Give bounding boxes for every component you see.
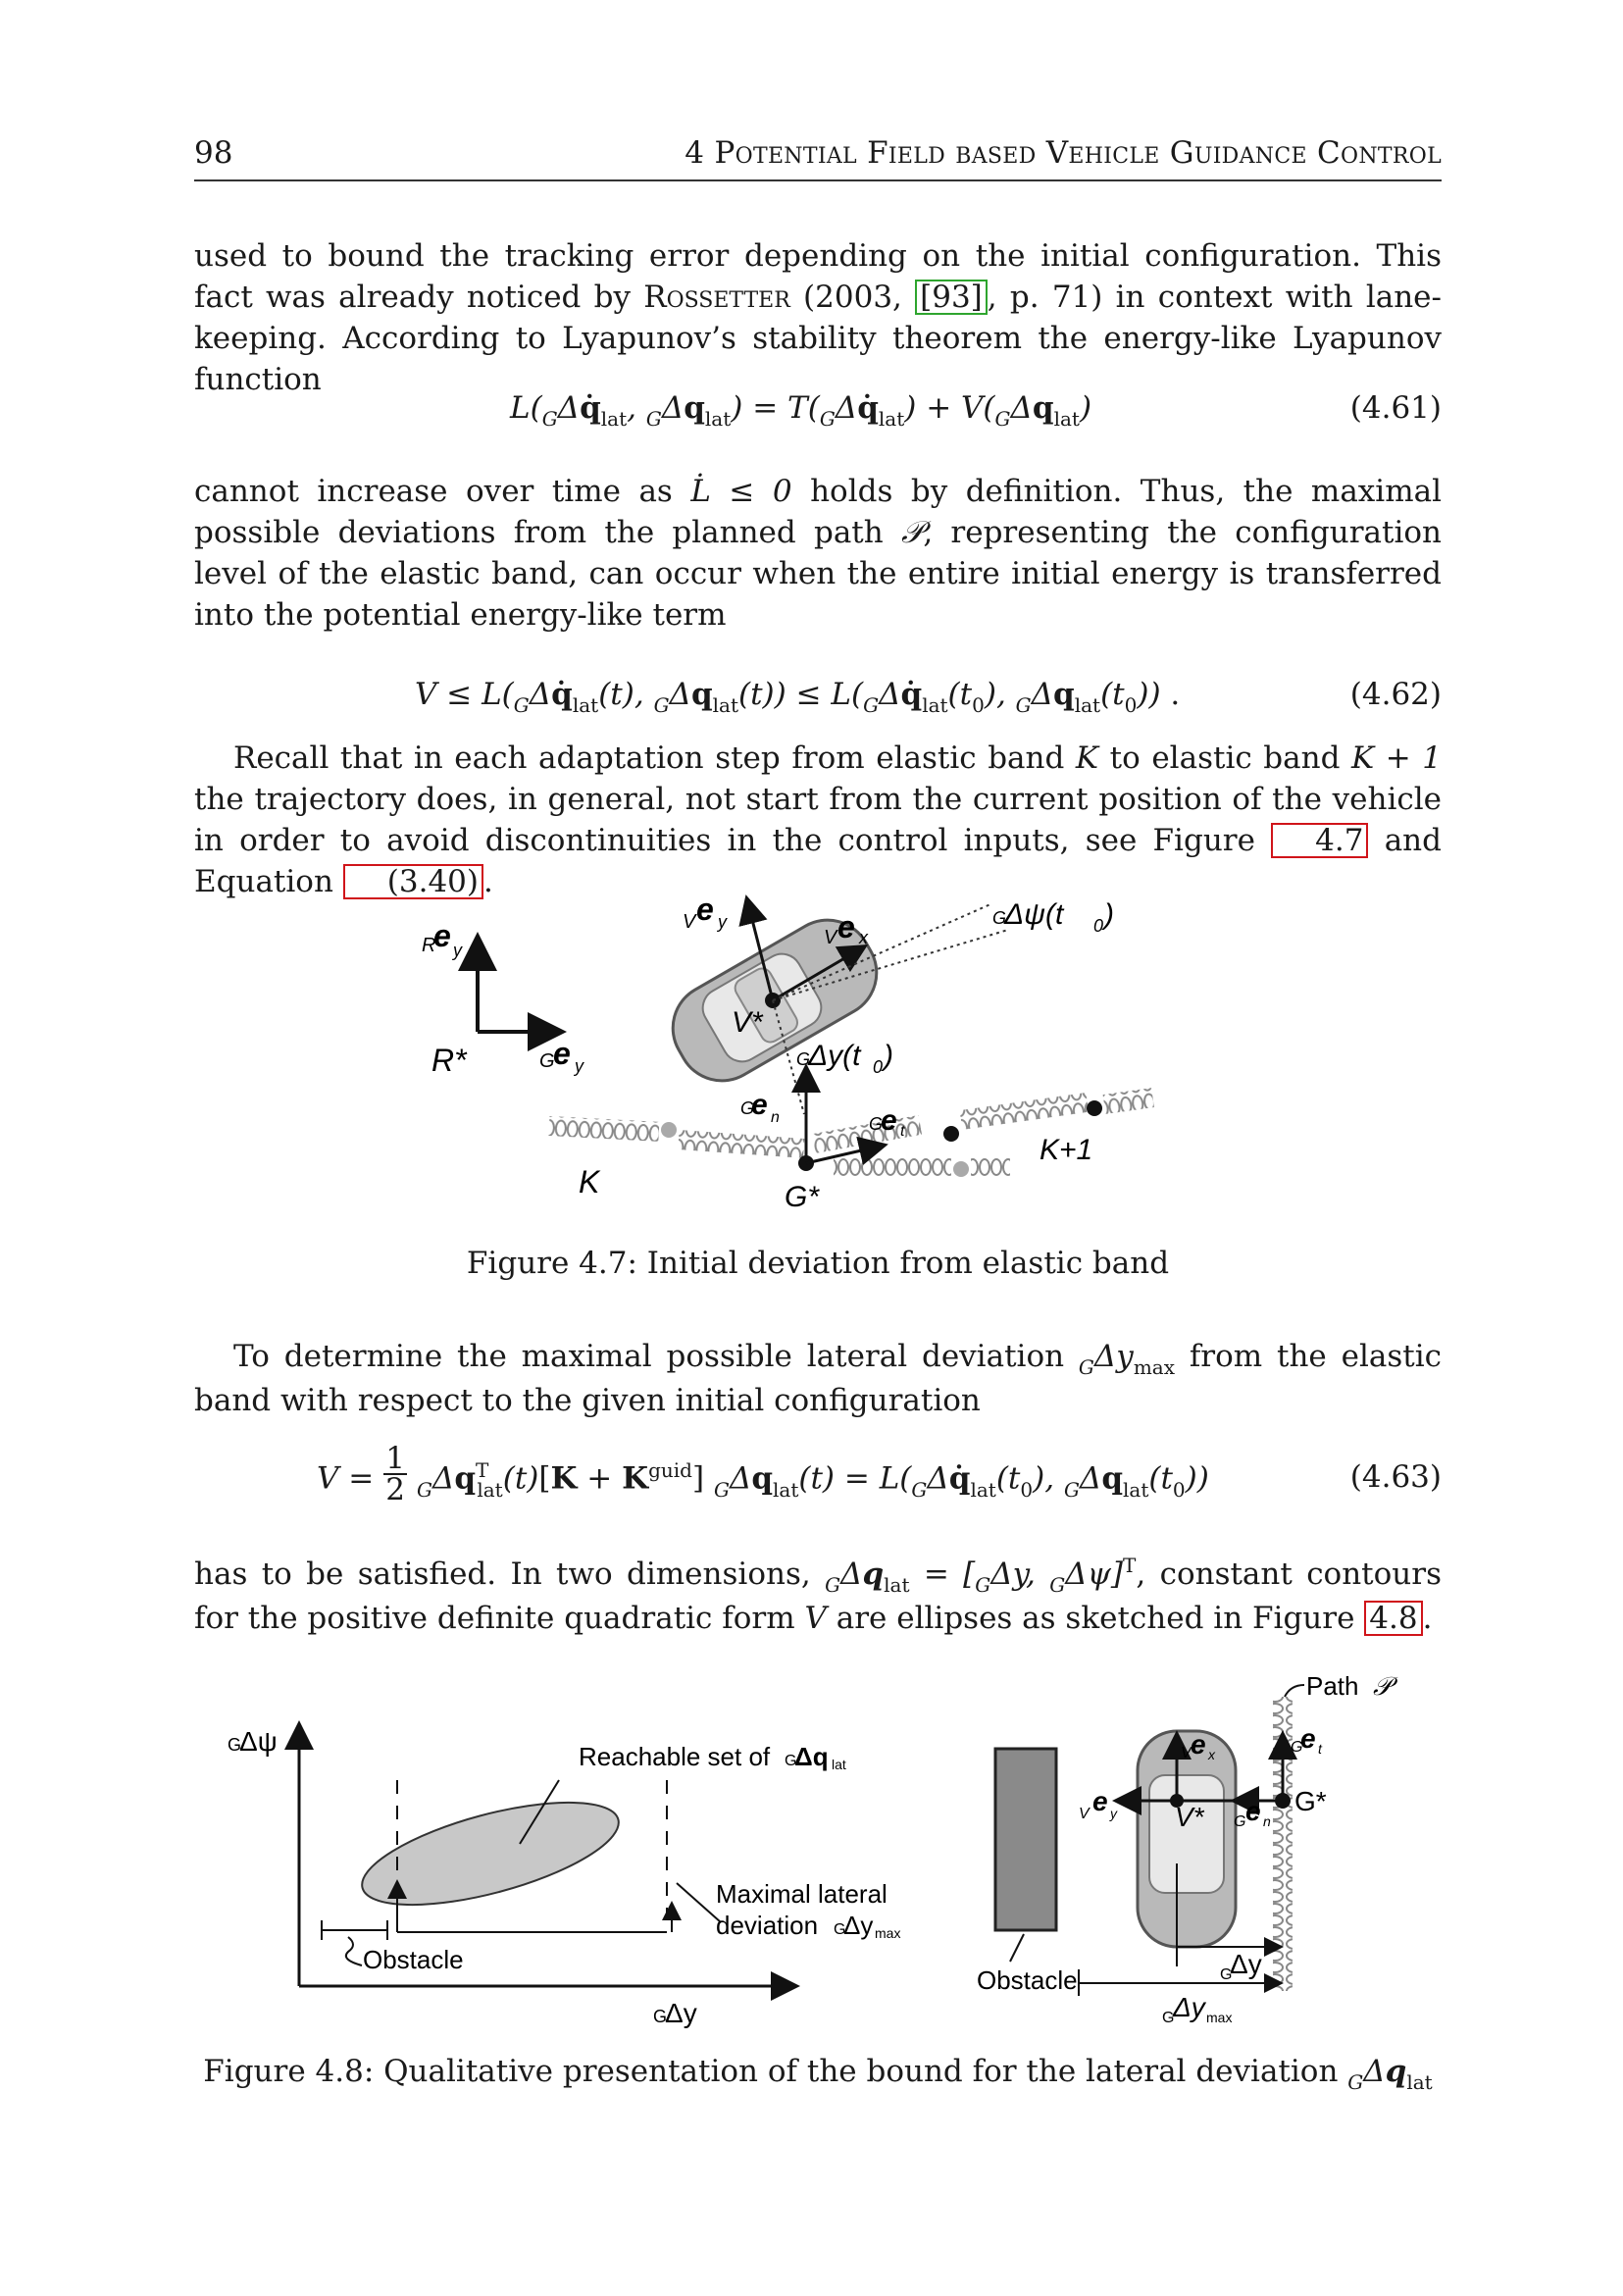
label: G bbox=[1234, 1813, 1246, 1830]
reachable-set-diagram bbox=[228, 1726, 900, 2028]
label: x bbox=[859, 928, 868, 947]
label: e bbox=[433, 918, 451, 953]
paragraph-5 bbox=[194, 1554, 1442, 1639]
text: . bbox=[483, 864, 493, 899]
label: t bbox=[900, 1123, 905, 1140]
text: and Equation bbox=[194, 823, 1442, 899]
label: e bbox=[881, 1104, 897, 1137]
label: G bbox=[992, 908, 1007, 928]
inline-math: K bbox=[1075, 740, 1099, 776]
figure-link[interactable]: 4.7 bbox=[1271, 823, 1368, 858]
label: G* bbox=[1294, 1786, 1327, 1816]
label: Δy bbox=[1173, 1992, 1205, 2022]
label: G bbox=[1162, 2010, 1175, 2026]
label: t bbox=[1318, 1741, 1322, 1757]
equation-4-61 bbox=[194, 390, 1442, 439]
text: . bbox=[1422, 1601, 1433, 1636]
text: , constant contours for the positive definite quadratic form bbox=[194, 1556, 1442, 1636]
label: G bbox=[869, 1114, 884, 1134]
label: Δy bbox=[843, 1911, 874, 1940]
label: Maximal lateral bbox=[716, 1879, 888, 1909]
figure-link[interactable]: 4.8 bbox=[1364, 1601, 1422, 1636]
figure-4-8-caption bbox=[194, 2054, 1442, 2094]
label: deviation bbox=[716, 1911, 819, 1940]
inline-math: 𝒫 bbox=[900, 515, 924, 550]
vehicle-path-diagram bbox=[977, 1671, 1398, 2026]
label: V* bbox=[1175, 1802, 1204, 1832]
text: Recall that in each adaptation step from elastic band bbox=[233, 740, 1076, 776]
label: V* bbox=[732, 1006, 763, 1039]
inline-math: $_G\Delta q_{lat}$ bbox=[1347, 2054, 1433, 2094]
label: e bbox=[1191, 1729, 1206, 1760]
label: K bbox=[579, 1164, 600, 1199]
author-name: Rossetter bbox=[643, 280, 790, 315]
label: G bbox=[1220, 1966, 1233, 1983]
equation-4-63 bbox=[194, 1441, 1442, 1518]
label: y bbox=[718, 912, 727, 932]
label: G bbox=[834, 1921, 846, 1938]
text: , representing the configuration level of the elastic band, can occur when the entire initial energy is transferred into the potential energy-like term bbox=[194, 515, 1442, 633]
text: (2003, bbox=[789, 280, 916, 315]
figure-4-8 bbox=[226, 1667, 1422, 2030]
label: G* bbox=[785, 1181, 820, 1213]
paragraph-2 bbox=[194, 471, 1442, 636]
label: n bbox=[771, 1109, 780, 1126]
inline-math: V bbox=[804, 1601, 827, 1636]
equation-4-62 bbox=[194, 677, 1442, 726]
obstacle-block bbox=[995, 1749, 1056, 1930]
page-number: 98 bbox=[194, 135, 233, 171]
figure-4-7 bbox=[402, 883, 1206, 1236]
running-title: 4 Potential Field based Vehicle Guidance Control bbox=[685, 135, 1442, 171]
label: e bbox=[751, 1089, 768, 1121]
label: y bbox=[1110, 1806, 1117, 1821]
label: e bbox=[553, 1036, 571, 1071]
caption-text: Figure 4.8: Qualitative presentation of the bound for the lateral deviation bbox=[203, 2054, 1348, 2089]
label: V bbox=[1181, 1745, 1192, 1761]
label: 0 bbox=[873, 1057, 884, 1077]
label: Δψ(t bbox=[1004, 898, 1064, 931]
label: lat bbox=[832, 1757, 846, 1772]
label: max bbox=[875, 1925, 901, 1941]
equation-expression: $V \le L(_G\Delta q̇_{lat}(t)$, $_G\Delta q_{lat}(t)$) ≤ $L(_G\Delta q̇_{lat}(t_0)$, $_G\Delta q_{lat}(t_0)$) . bbox=[415, 677, 1181, 717]
equation-expression: V = 1 2 $_G\Delta q^T_{lat}(t)[K + K^{guid}] _G\Delta q_{lat}(t)$ = $L(_G\Delta q̇_{lat}(t_0)$, $_G\Delta q_{lat}(t_0)$) bbox=[317, 1441, 1209, 1507]
figure-4-7-caption: Figure 4.7: Initial deviation from elastic band bbox=[466, 1246, 1170, 1281]
text: are ellipses as sketched in Figure bbox=[826, 1601, 1365, 1636]
inline-math: $_G\Delta q_{lat} = [_G\Delta y$, $_G$Δψ]$^T$ bbox=[825, 1554, 1137, 1597]
label: Obstacle bbox=[977, 1965, 1078, 1995]
label: R bbox=[422, 935, 436, 956]
label: V bbox=[683, 911, 696, 933]
label: e bbox=[837, 909, 855, 944]
label: G bbox=[228, 1735, 242, 1755]
header-rule bbox=[194, 179, 1442, 181]
citation-link[interactable]: [93] bbox=[915, 280, 988, 315]
label: Obstacle bbox=[363, 1945, 464, 1974]
text: from the elastic band with respect to the given initial configuration bbox=[194, 1339, 1442, 1418]
paragraph-1 bbox=[194, 235, 1442, 400]
label: Δq bbox=[794, 1742, 829, 1771]
text: cannot increase over time as bbox=[194, 474, 691, 509]
label: e bbox=[1245, 1796, 1261, 1826]
label: 𝒫 bbox=[1373, 1671, 1392, 1701]
equation-number: (4.61) bbox=[1349, 390, 1442, 426]
label: G bbox=[653, 2007, 668, 2026]
text: holds by definition. Thus, the maximal possible deviations from the planned path bbox=[194, 474, 1442, 550]
label: e bbox=[1300, 1723, 1316, 1754]
label: 0 bbox=[1093, 916, 1104, 936]
label: Δy bbox=[1230, 1949, 1262, 1979]
text: To determine the maximal possible lateral deviation bbox=[233, 1339, 1079, 1374]
text: to elastic band bbox=[1098, 740, 1351, 776]
label: G bbox=[785, 1753, 797, 1769]
label: max bbox=[1206, 2010, 1233, 2025]
paragraph-4 bbox=[194, 1336, 1442, 1421]
label: Δy bbox=[665, 1998, 697, 2028]
text: used to bound the tracking error depending on the initial configuration. This fact was already noticed by bbox=[194, 238, 1442, 315]
inline-math: $_G\Delta y_{max}$ bbox=[1078, 1339, 1175, 1379]
text: , p. 71) in context with lane-keeping. According to Lyapunov’s stability theorem the energy-like Lyapunov function bbox=[194, 280, 1442, 397]
label: ) bbox=[1104, 898, 1114, 931]
text: the trajectory does, in general, not start from the current position of the vehicle in order to avoid discontinuities in the control inputs, see Figure bbox=[194, 782, 1442, 858]
text: has to be satisfied. In two dimensions, bbox=[194, 1556, 826, 1592]
label: e bbox=[1092, 1786, 1108, 1816]
reference-frame bbox=[422, 918, 584, 1078]
label: n bbox=[1263, 1813, 1271, 1829]
label: G bbox=[740, 1098, 755, 1118]
inline-math: K + 1 bbox=[1351, 740, 1442, 776]
equation-number: (4.63) bbox=[1349, 1459, 1442, 1495]
label: Δy(t bbox=[808, 1040, 861, 1072]
reachable-set-ellipse bbox=[352, 1781, 629, 1925]
label: Δψ bbox=[239, 1726, 278, 1757]
label: e bbox=[696, 892, 714, 927]
label: Reachable set of bbox=[579, 1742, 771, 1771]
car-icon bbox=[1138, 1731, 1236, 1947]
label: V bbox=[1079, 1806, 1090, 1822]
label: G bbox=[796, 1049, 811, 1069]
equation-expression: $L(_G\Delta q̇_{lat}$, $_G\Delta q_{lat}$) = $T(_G\Delta q̇_{lat}) + V(_G\Delta q_{lat})$ bbox=[510, 390, 1092, 431]
label: Path bbox=[1306, 1671, 1359, 1701]
label: ) bbox=[884, 1040, 893, 1072]
label: V bbox=[824, 927, 837, 948]
equation-link[interactable]: (3.40) bbox=[343, 864, 483, 899]
label: G bbox=[1291, 1739, 1303, 1756]
label: R* bbox=[431, 1043, 467, 1078]
paragraph-3 bbox=[194, 738, 1442, 902]
inline-math: L̇ ≤ 0 bbox=[690, 474, 792, 509]
label: G bbox=[539, 1050, 555, 1072]
label: K+1 bbox=[1040, 1134, 1093, 1166]
elastic-band-k1 bbox=[812, 1088, 1154, 1153]
label: y bbox=[453, 941, 462, 960]
label: y bbox=[575, 1056, 583, 1076]
equation-number: (4.62) bbox=[1349, 677, 1442, 712]
label: x bbox=[1208, 1747, 1215, 1762]
